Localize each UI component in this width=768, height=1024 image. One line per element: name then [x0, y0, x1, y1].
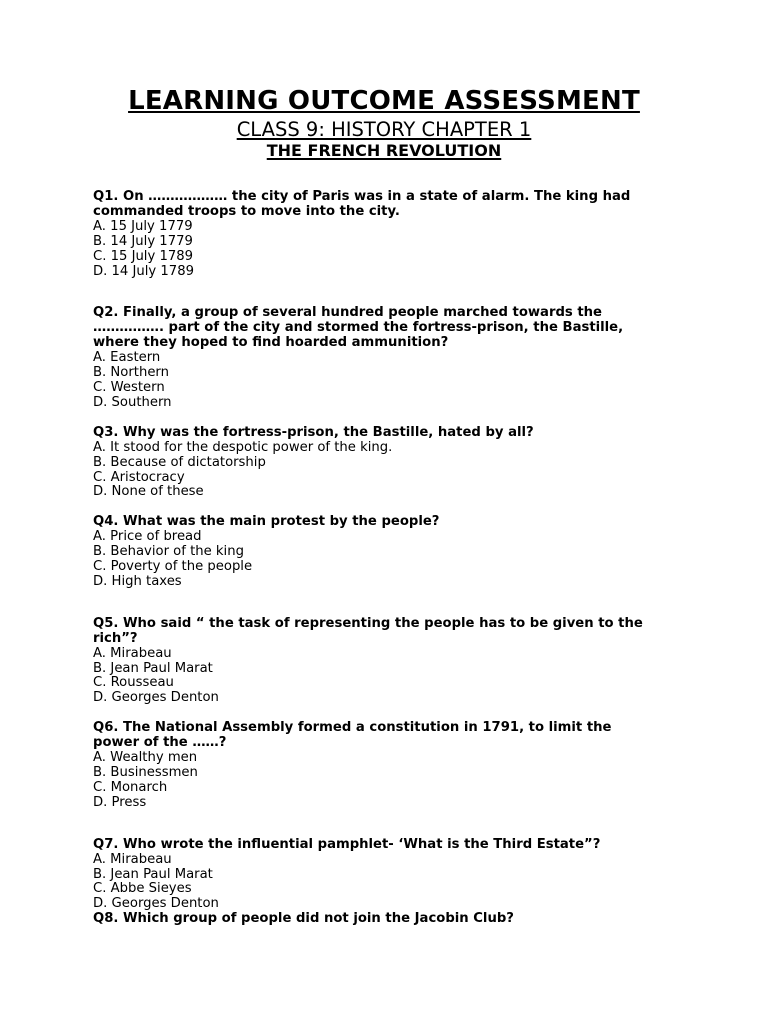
answer-option: C. Monarch [93, 779, 168, 795]
answer-option: B. Northern [93, 365, 169, 381]
answer-option: A. Wealthy men [93, 750, 198, 766]
question-text: Q4. What was the main protest by the people? [93, 514, 440, 530]
question-text: Q7. Who wrote the influential pamphlet- ‘What is the Third Estate”? [93, 836, 601, 852]
question-text: Q3. Why was the fortress-prison, the Bastille, hated by all? [93, 424, 534, 440]
answer-option: B. Jean Paul Marat [93, 660, 213, 676]
answer-option: A. It stood for the despotic power of the king. [93, 439, 393, 455]
answer-option: D. High taxes [93, 573, 182, 589]
answer-option: C. Abbe Sieyes [93, 881, 192, 897]
answer-option: B. Because of dictatorship [93, 454, 266, 470]
spacer [93, 706, 668, 721]
question-text: Q6. The National Assembly formed a constitution in 1791, to limit the [93, 720, 612, 736]
chapter-title [0, 141, 768, 160]
chapter-title-text: THE FRENCH REVOLUTION [266, 141, 502, 160]
answer-option: B. Behavior of the king [93, 544, 244, 560]
question-text: Q8. Which group of people did not join the Jacobin Club? [93, 911, 514, 927]
spacer [93, 411, 668, 426]
question-text: power of the ……? [93, 735, 227, 751]
question-list [93, 190, 668, 927]
spacer [93, 500, 668, 515]
answer-option: A. 15 July 1779 [93, 218, 193, 234]
page-title [0, 86, 768, 116]
question-7 [93, 838, 668, 913]
answer-option: A. Price of bread [93, 529, 202, 545]
question-text: commanded troops to move into the city. [93, 203, 400, 219]
answer-option: B. 14 July 1779 [93, 233, 193, 249]
answer-option: D. Georges Denton [93, 690, 219, 706]
answer-option: C. 15 July 1789 [93, 248, 194, 264]
question-8 [93, 912, 668, 927]
answer-option: B. Jean Paul Marat [93, 866, 213, 882]
question-text: Q1. On ……………… the city of Paris was in a state of alarm. The king had [93, 189, 631, 204]
answer-option: C. Rousseau [93, 675, 174, 691]
answer-option: D. Southern [93, 394, 172, 410]
answer-option: A. Mirabeau [93, 645, 172, 661]
answer-option: C. Poverty of the people [93, 559, 253, 575]
page-subtitle-text: CLASS 9: HISTORY CHAPTER 1 [236, 118, 532, 141]
question-text: where they hoped to find hoarded ammunition? [93, 335, 449, 351]
answer-option: C. Aristocracy [93, 469, 185, 485]
answer-option: D. 14 July 1789 [93, 263, 194, 279]
question-text: ……………. part of the city and stormed the fortress-prison, the Bastille, [93, 320, 624, 336]
question-6 [93, 721, 668, 810]
question-4 [93, 515, 668, 590]
answer-option: A. Eastern [93, 350, 161, 366]
spacer [93, 811, 668, 838]
answer-option: C. Western [93, 379, 165, 395]
question-text: Q2. Finally, a group of several hundred people marched towards the [93, 305, 602, 321]
question-1 [93, 190, 668, 279]
answer-option: D. None of these [93, 484, 204, 500]
question-5 [93, 617, 668, 706]
spacer [93, 279, 668, 306]
page-subtitle [0, 118, 768, 141]
answer-option: D. Georges Denton [93, 896, 219, 912]
question-text: rich”? [93, 630, 138, 646]
spacer [93, 590, 668, 617]
answer-option: A. Mirabeau [93, 851, 172, 867]
answer-option: D. Press [93, 794, 147, 810]
answer-option: B. Businessmen [93, 765, 198, 780]
question-3 [93, 426, 668, 501]
question-text: Q5. Who said “ the task of representing the people has to be given to the [93, 615, 643, 631]
page-title-text: LEARNING OUTCOME ASSESSMENT [128, 86, 640, 116]
question-2 [93, 306, 668, 410]
